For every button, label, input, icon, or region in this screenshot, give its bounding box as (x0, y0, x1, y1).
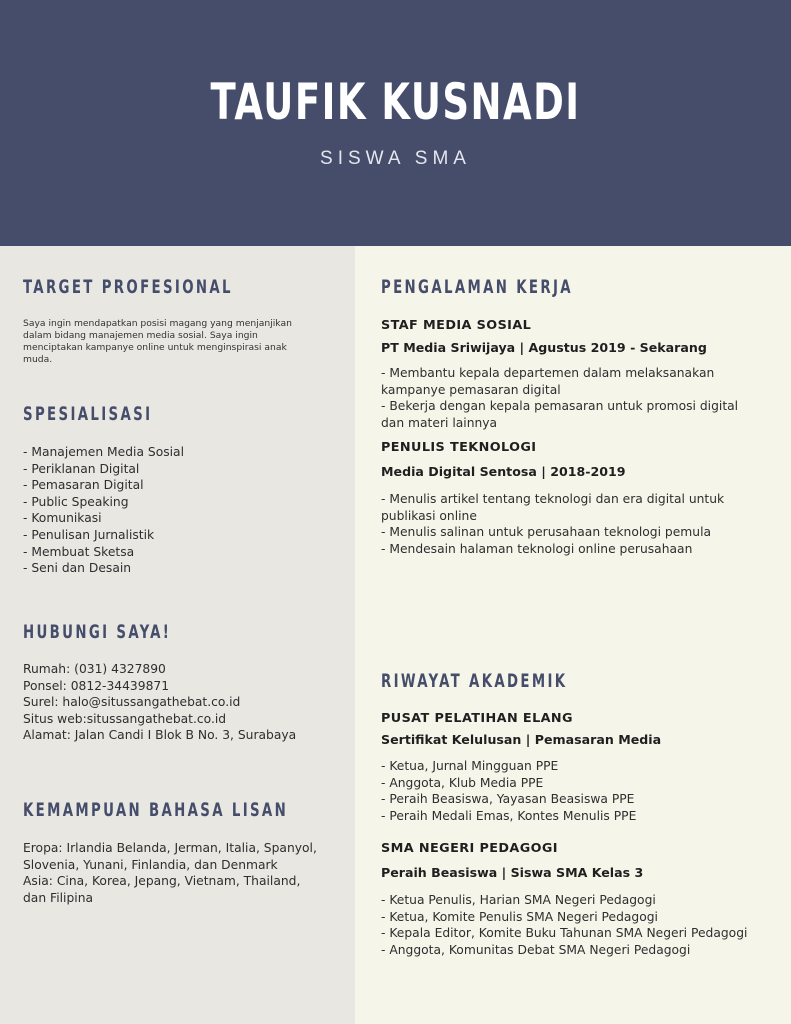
list-item: - Ketua, Komite Penulis SMA Negeri Pedagogi (381, 909, 658, 924)
list-item: - Pemasaran Digital (23, 478, 144, 493)
school-title: PUSAT PELATIHAN ELANG (381, 711, 573, 726)
contact-email: Surel: halo@situssangathebat.co.id (23, 695, 241, 710)
job-title: STAF MEDIA SOSIAL (381, 318, 532, 333)
list-item: - Ketua Penulis, Harian SMA Negeri Pedagogi (381, 893, 656, 907)
list-item: - Penulisan Jurnalistik (23, 527, 155, 542)
contact-phone-home: Rumah: (031) 4327890 (23, 662, 166, 676)
list-item: - Seni dan Desain (23, 561, 132, 576)
person-role: SISWA SMA (320, 148, 471, 169)
spesialisasi-title: SPESIALISASI (23, 403, 153, 425)
school-activities (381, 758, 636, 824)
school-title: SMA NEGERI PEDAGOGI (381, 841, 558, 856)
list-item: - Membuat Sketsa (23, 544, 135, 559)
bahasa-asia: Asia: Cina, Korea, Jepang, Vietnam, Thailand, dan Filipina (23, 874, 301, 905)
job-subtitle: Media Digital Sentosa | 2018-2019 (381, 464, 626, 479)
job-desc: - Menulis artikel tentang teknologi dan era digital untuk publikasi online (381, 492, 725, 523)
pengalaman-title: PENGALAMAN KERJA (381, 276, 573, 298)
bahasa-title: KEMAMPUAN BAHASA LISAN (23, 799, 289, 821)
person-name: TAUFIK KUSNADI (210, 73, 581, 131)
school-subtitle: Peraih Beasiswa | Siswa SMA Kelas 3 (381, 865, 644, 880)
contact-address: Alamat: Jalan Candi I Blok B No. 3, Surabaya (23, 728, 297, 743)
bahasa-eropa: Eropa: Irlandia Belanda, Jerman, Italia, Spanyol, Slovenia, Yunani, Finlandia, dan Denmark (23, 841, 317, 872)
list-item: - Periklanan Digital (23, 461, 140, 476)
kontak-list (23, 661, 296, 744)
school-subtitle: Sertifikat Kelulusan | Pemasaran Media (381, 732, 662, 747)
list-item: - Manajemen Media Sosial (23, 445, 184, 459)
school-activities (381, 892, 747, 958)
job-desc: - Menulis salinan untuk perusahaan teknologi pemula (381, 525, 712, 539)
list-item: - Ketua, Jurnal Mingguan PPE (381, 759, 559, 773)
list-item: - Anggota, Komunitas Debat SMA Negeri Pedagogi (381, 942, 691, 957)
akademik-title: RIWAYAT AKADEMIK (381, 670, 568, 692)
list-item: - Kepala Editor, Komite Buku Tahunan SMA Negeri Pedagogi (381, 926, 748, 941)
list-item: - Komunikasi (23, 511, 102, 526)
list-item: - Public Speaking (23, 494, 129, 509)
kontak-title: HUBUNGI SAYA! (23, 621, 172, 643)
list-item: - Peraih Beasiswa, Yayasan Beasiswa PPE (381, 792, 635, 807)
job-desc: - Membantu kepala departemen dalam melaksanakan kampanye pemasaran digital (381, 366, 715, 397)
spesialisasi-list (23, 444, 184, 577)
job-title: PENULIS TEKNOLOGI (381, 440, 537, 455)
list-item: - Anggota, Klub Media PPE (381, 775, 544, 790)
job-desc: - Mendesain halaman teknologi online perusahaan (381, 542, 693, 556)
target-title: TARGET PROFESIONAL (23, 276, 233, 298)
list-item: - Peraih Medali Emas, Kontes Menulis PPE (381, 808, 637, 823)
job-subtitle: PT Media Sriwijaya | Agustus 2019 - Sekarang (381, 340, 707, 355)
target-text: Saya ingin mendapatkan posisi magang yang menjanjikan dalam bidang manajemen media sosial. Saya ingin menciptakan kampanye online untuk menginspirasi anak muda. (23, 318, 292, 365)
contact-website: Situs web:situssangathebat.co.id (23, 711, 227, 726)
header-banner (0, 0, 791, 246)
job-desc: - Bekerja dengan kepala pemasaran untuk promosi digital dan materi lainnya (381, 399, 739, 430)
contact-phone-mobile: Ponsel: 0812-34439871 (23, 678, 170, 693)
